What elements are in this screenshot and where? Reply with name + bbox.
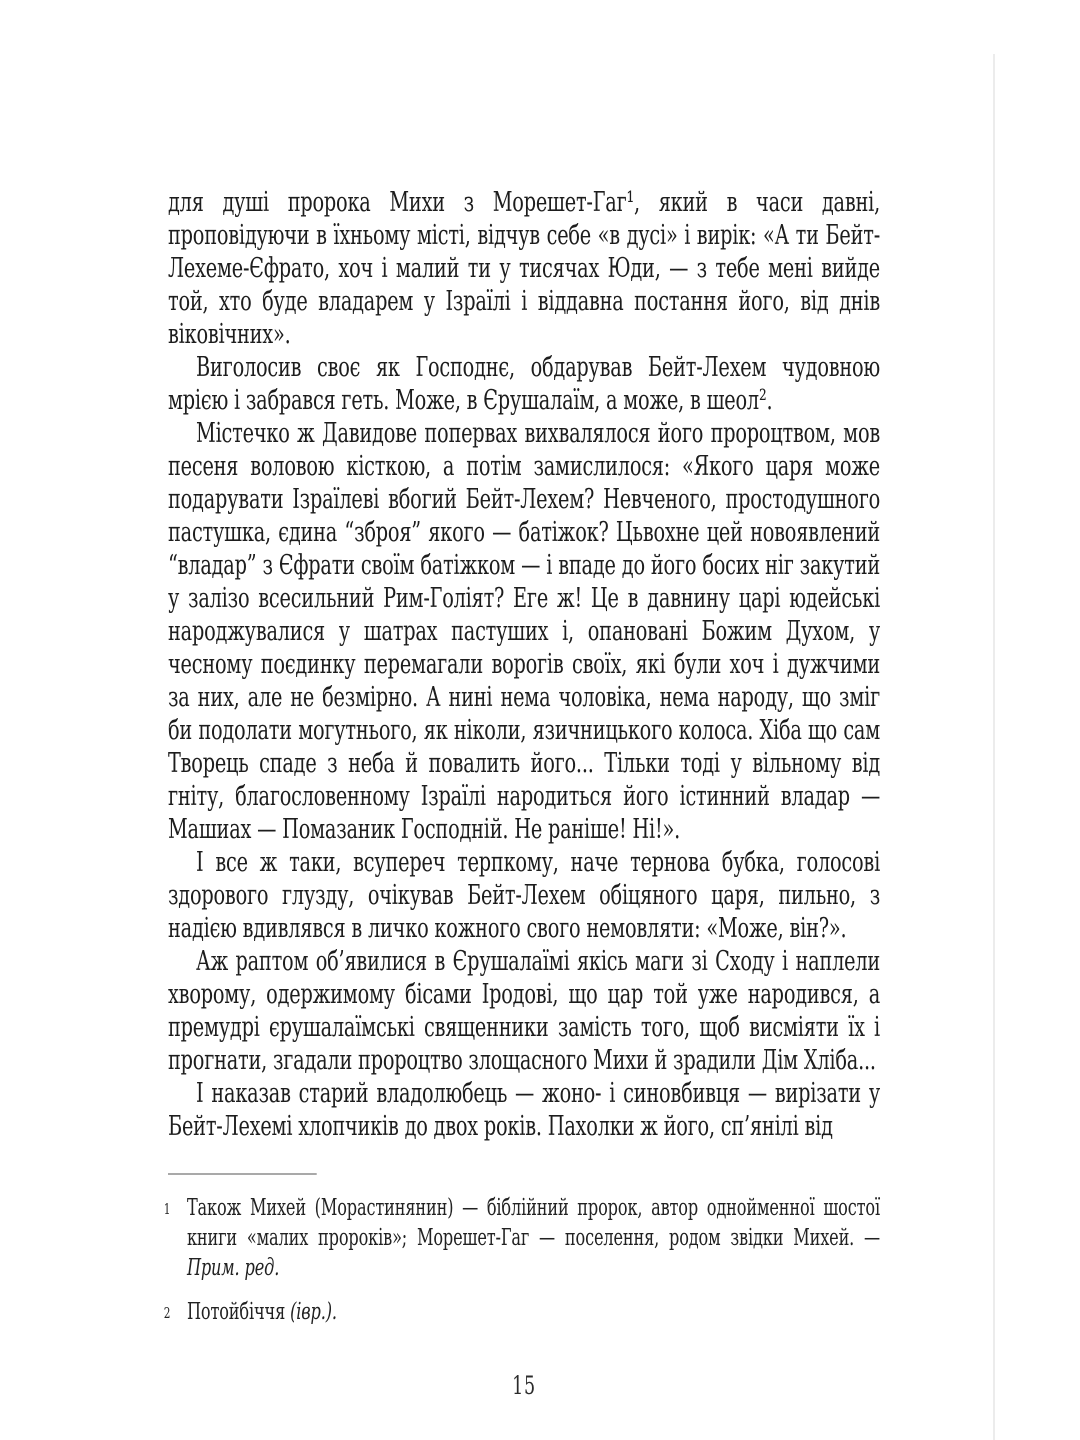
- page-number: 15: [512, 1371, 536, 1400]
- footnote: [163, 1193, 881, 1283]
- footnote-italic-text: Прим. ред.: [186, 1255, 280, 1281]
- paragraph: І все ж таки, всупереч терпкому, наче тернова бубка, голосові здорового глузду, очікував Бейт-Лехем обіцяного царя, пильно, з надією вдивлявся в личко кожного свого немовляти: «Може, він?».: [168, 846, 881, 944]
- footnote-marker: 2: [163, 1304, 171, 1322]
- paragraph: І наказав старий владолюбець — жоно- і синовбивця — вирізати у Бейт-Лехемі хлопчиків до двох років. Пахолки ж його, сп’янілі від: [168, 1077, 881, 1142]
- paragraph: Виголосив своє як Господнє, обдарував Бейт-Лехем чудовною мрією і забрався геть. Може, в Єрушалаїм, а може, в шеол².: [168, 351, 881, 416]
- page-edge-line: [993, 54, 995, 1440]
- text-column: [163, 186, 881, 1400]
- footnote-text: Потойбіччя: [186, 1299, 291, 1325]
- paragraph: Містечко ж Давидове попервах вихвалялося його пророцтвом, мов песеня воловою кісткою, а потім замислилося: «Якого царя може подарувати Ізраїлеві вбогий Бейт-Лехем? Невченого, простодушного пастушка, єдина “зброя” якого — батіжок? Цьвохне цей новоявлений “владар” з Єфрати своїм батіжком — і впаде до його босих ніг закутий у залізо всесильний Рим-Голіят? Еге ж! Це в давнину царі юдейські народжувалися у шатрах пастуших і, опановані Божим Духом, у чесному поєдинку перемагали ворогів своїх, які були хоч і дужчими за них, але не безмірно. А нині нема чоловіка, нема народу, що зміг би подолати могутнього, як ніколи, язичницького колоса. Хіба що сам Творець спаде з неба й повалить його... Тільки тоді у вільному від гніту, благословенному Ізраїлі народиться його істинний владар — Машиах — Помазаник Господній. Не раніше! Ні!».: [168, 417, 881, 845]
- paragraph-continuation: для душі пророка Михи з Морешет-Гаг¹, який в часи давні, проповідуючи в їхньому місті, відчув себе «в дусі» і вирік: «А ти Бейт-Лехеме-Єфрато, хоч і малий ти у тисячах Юди, — з тебе мені вийде той, хто буде владарем у Ізраїлі і віддавна постання його, від днів віковічних».: [168, 186, 881, 350]
- footnote: [163, 1297, 880, 1327]
- footnote-italic-text: (івр.).: [290, 1299, 337, 1325]
- paragraph: Аж раптом об’явилися в Єрушалаїмі якісь маги зі Сходу і наплели хворому, одержимому бісами Іродові, що цар той уже народився, а премудрі єрушалаїмські священники замість того, щоб висміяти їх і прогнати, згадали пророцтво злощасного Михи й зрадили Дім Хліба...: [168, 945, 881, 1076]
- footnote-rule: [168, 1173, 317, 1175]
- footnote-text: Також Михей (Морастинянин) — біблійний пророк, автор однойменної шостої книги «малих пророків»; Морешет-Гаг — поселення, родом звідки Михей. —: [186, 1195, 881, 1251]
- footnote-marker: 1: [163, 1200, 171, 1218]
